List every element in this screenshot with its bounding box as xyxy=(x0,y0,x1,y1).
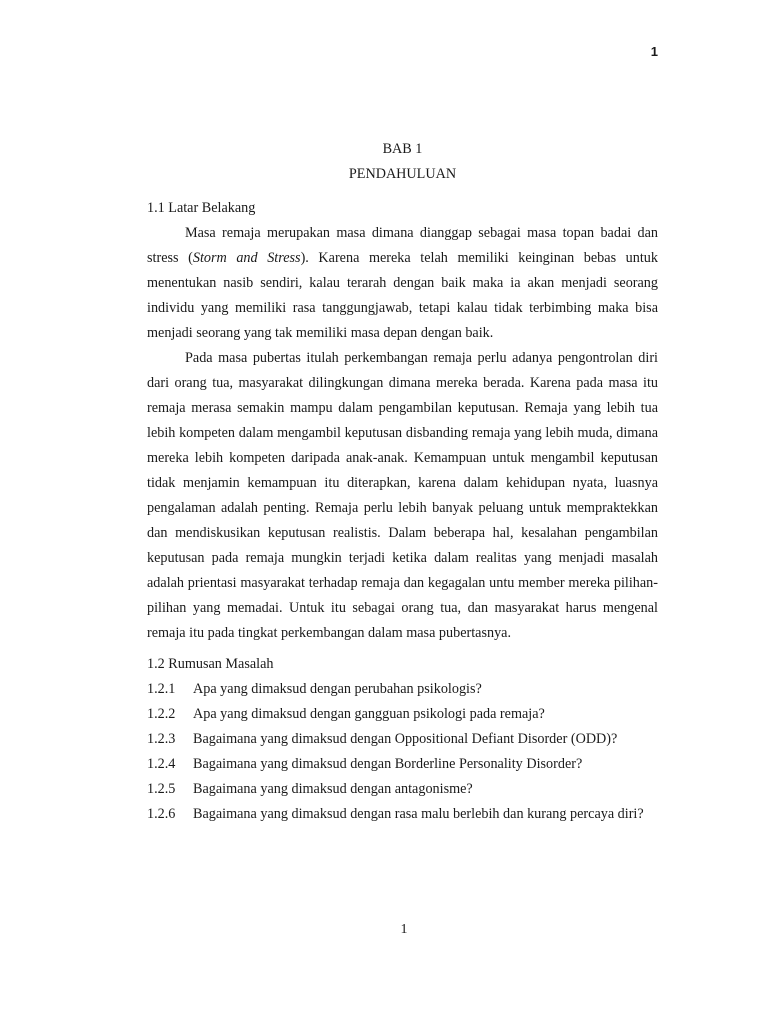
question-item xyxy=(147,702,658,727)
question-text: Bagaimana yang dimaksud dengan rasa malu berlebih dan kurang percaya diri? xyxy=(193,806,644,822)
question-item xyxy=(147,677,658,702)
paragraph-2: Pada masa pubertas itulah perkembangan remaja perlu adanya pengontrolan diri dari orang tua, masyarakat dilingkungan dimana mereka berada. Karena pada masa itu remaja merasa semakin mampu dalam pengambilan keputusan. Remaja yang lebih tua lebih kompeten dalam mengambil keputusan disbanding remaja yang lebih muda, dimana mereka lebih kompeten daripada anak-anak. Kemampuan untuk mengambil keputusan tidak menjamin kemampuan itu diterapkan, karena dalam kehidupan nyata, luasnya pengalaman adalah penting. Remaja perlu lebih banyak peluang untuk mempraktekkan dan mendiskusikan keputusan realistis. Dalam beberapa hal, kesalahan pengambilan keputusan pada remaja mungkin terjadi ketika dalam realitas yang menjadi masalah adalah prientasi masyarakat terhadap remaja dan kegagalan untu member mereka pilihan-pilihan yang memadai. Untuk itu sebagai orang tua, dan masyarakat harus mengenal remaja itu pada tingkat perkembangan dalam masa pubertasnya. xyxy=(147,350,658,641)
question-item xyxy=(147,752,658,777)
question-list xyxy=(147,677,658,827)
question-item xyxy=(147,727,658,752)
paragraph-1-emphasis: Storm and Stress xyxy=(192,250,301,266)
question-number: 1.2.6 xyxy=(147,806,176,822)
section-heading-rumusan-masalah: 1.2 Rumusan Masalah xyxy=(147,656,274,672)
question-text: Bagaimana yang dimaksud dengan Borderline Personality Disorder? xyxy=(193,756,583,772)
question-number: 1.2.5 xyxy=(147,781,176,797)
question-number: 1.2.3 xyxy=(147,731,176,747)
question-text: Apa yang dimaksud dengan perubahan psikologis? xyxy=(193,681,482,697)
question-text: Apa yang dimaksud dengan gangguan psikologi pada remaja? xyxy=(193,706,545,722)
question-text: Bagaimana yang dimaksud dengan Oppositional Defiant Disorder (ODD)? xyxy=(193,731,618,747)
question-item xyxy=(147,777,658,802)
paragraph-1 xyxy=(147,221,658,346)
question-number: 1.2.2 xyxy=(147,706,176,722)
page-content xyxy=(147,137,658,827)
question-number: 1.2.4 xyxy=(147,756,176,772)
section-heading-latar-belakang: 1.1 Latar Belakang xyxy=(147,200,256,216)
page-number-bottom: 1 xyxy=(400,922,408,937)
chapter-title: PENDAHULUAN xyxy=(348,166,457,182)
chapter-label: BAB 1 xyxy=(382,141,423,157)
page-number-top: 1 xyxy=(650,44,658,59)
paragraph-1-part-1: Masa remaja merupakan masa dimana dianggap sebagai masa topan badai dan stress ( xyxy=(147,225,658,266)
paragraph-1-part-2: ). Karena mereka telah memiliki keinginan bebas untuk menentukan nasib sendiri, kalau terarah dengan baik maka ia akan menjadi seorang individu yang memiliki rasa tanggungjawab, tetapi kalau tidak terbimbing maka bisa menjadi seorang yang tak memiliki masa depan dengan baik. xyxy=(147,250,658,341)
question-item xyxy=(147,802,658,827)
question-number: 1.2.1 xyxy=(147,681,176,697)
question-text: Bagaimana yang dimaksud dengan antagonisme? xyxy=(193,781,473,797)
